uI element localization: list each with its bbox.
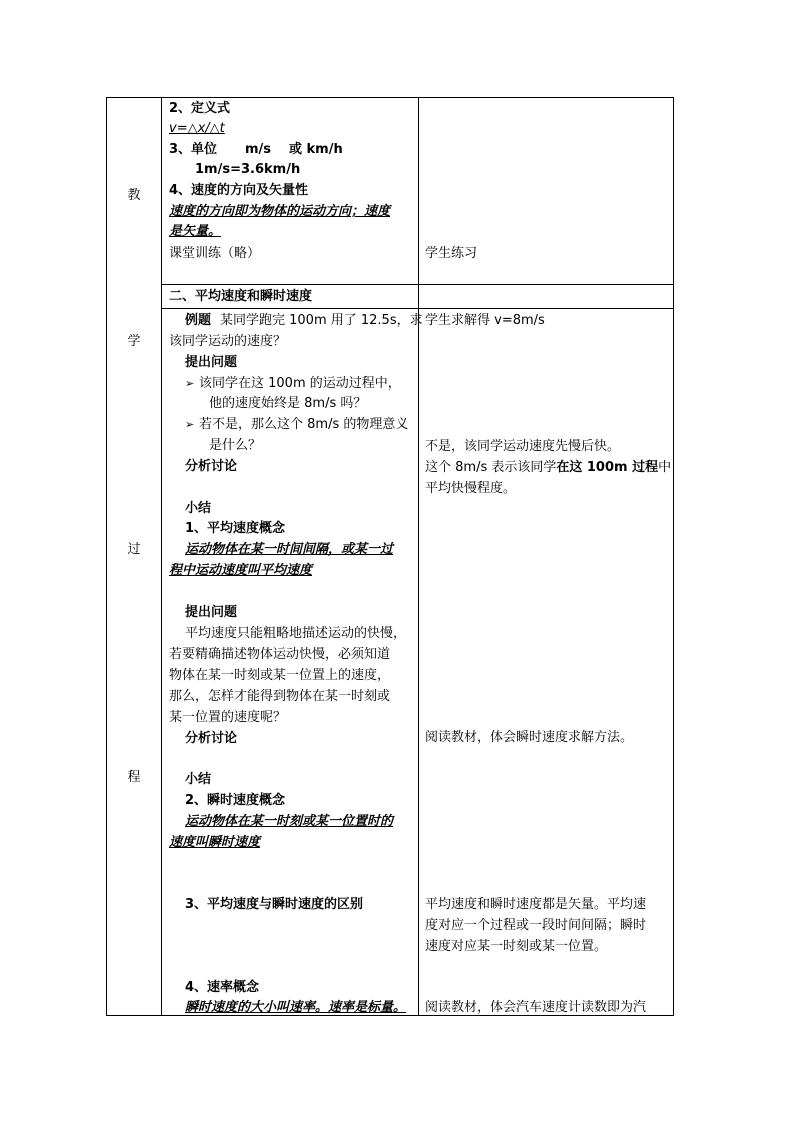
- student-solution: 学生求解得 v=8m/s: [425, 313, 545, 328]
- example-text: 该同学运动的速度？: [169, 334, 287, 349]
- analysis-discussion: 分析讨论: [185, 459, 238, 474]
- side-label-char: 教: [127, 188, 141, 203]
- answer-part: 中: [658, 460, 672, 475]
- direction-text: 是矢量。: [169, 224, 222, 239]
- summary-heading: 小结: [185, 501, 212, 516]
- paragraph-line: 若要精确描述物体运动快慢，必须知道: [169, 647, 391, 662]
- question-text: 该同学在这 100m 的运动过程中，: [199, 376, 401, 391]
- paragraph-line: 物体在某一时刻或某一位置上的速度，: [169, 668, 391, 683]
- example-text: 某同学跑完 100m 用了 12.5s，求: [220, 313, 423, 328]
- unit-conversion: 1m/s=3.6km/h: [195, 162, 301, 177]
- difference-note: 平均速度和瞬时速度都是矢量。平均速: [425, 897, 647, 912]
- formula: v=△x/△t: [169, 121, 225, 136]
- side-label-char: 程: [127, 770, 141, 785]
- bullet-arrow-icon: ➢: [185, 377, 195, 390]
- speed-heading: 4、速率概念: [185, 980, 260, 995]
- side-label-char: 学: [127, 334, 141, 349]
- question-text: 他的速度始终是 8m/s 吗？: [209, 396, 367, 411]
- direction-heading: 4、速度的方向及矢量性: [169, 183, 309, 198]
- avg-velocity-heading: 1、平均速度概念: [185, 521, 286, 536]
- section2-heading: 二、平均速度和瞬时速度: [169, 289, 313, 304]
- speed-definition: 瞬时速度的大小叫速率。速率是标量。: [185, 1000, 407, 1015]
- answer-emphasis: 在这 100m 过程: [556, 460, 659, 475]
- row-divider-1: [161, 284, 673, 285]
- bullet-arrow-icon: ➢: [185, 418, 195, 431]
- question-text: 是什么？: [209, 438, 262, 453]
- lesson-table: [106, 97, 674, 1016]
- side-label-char: 过: [127, 542, 141, 557]
- answer-line: 不是，该同学运动速度先慢后快。: [425, 439, 621, 454]
- example-label: 例题: [185, 313, 212, 328]
- definition-heading: 2、定义式: [169, 101, 231, 116]
- raise-question: 提出问题: [185, 605, 238, 620]
- analysis-discussion: 分析讨论: [185, 731, 238, 746]
- answer-line: 平均快慢程度。: [425, 481, 517, 496]
- reading-note: 阅读教材，体会瞬时速度求解方法。: [425, 730, 634, 745]
- question-text: 若不是，那么这个 8m/s 的物理意义: [199, 417, 409, 432]
- column-divider-left: [161, 98, 162, 1015]
- unit-ms: m/s: [245, 142, 272, 157]
- inst-velocity-definition: 速度叫瞬时速度: [169, 835, 261, 850]
- column-divider-right: [418, 98, 419, 1015]
- inst-velocity-definition: 运动物体在某一时刻或某一位置时的: [185, 814, 394, 829]
- difference-heading: 3、平均速度与瞬时速度的区别: [185, 897, 364, 912]
- raise-question: 提出问题: [185, 355, 238, 370]
- paragraph-line: 某一位置的速度呢？: [169, 710, 287, 725]
- inst-velocity-heading: 2、瞬时速度概念: [185, 793, 286, 808]
- student-practice: 学生练习: [425, 246, 478, 261]
- avg-velocity-definition: 程中运动速度叫平均速度: [169, 563, 313, 578]
- classroom-training: 课堂训练（略）: [169, 246, 261, 261]
- unit-or: 或 km/h: [289, 142, 343, 157]
- answer-line: [425, 458, 671, 478]
- paragraph-line: 平均速度只能粗略地描述运动的快慢，: [185, 626, 407, 641]
- reading-note: 阅读教材，体会汽车速度计读数即为汽: [425, 1000, 647, 1015]
- answer-part: 这个 8m/s 表示该同学: [425, 460, 557, 475]
- unit-heading: 3、单位: [169, 142, 218, 157]
- direction-text: 速度的方向即为物体的运动方向；速度: [169, 204, 391, 219]
- row-divider-2: [161, 308, 673, 309]
- difference-note: 速度对应某一时刻或某一位置。: [425, 939, 608, 954]
- avg-velocity-definition: 运动物体在某一时间间隔，或某一过: [185, 542, 394, 557]
- paragraph-line: 那么，怎样才能得到物体在某一时刻或: [169, 689, 391, 704]
- summary-heading: 小结: [185, 772, 212, 787]
- difference-note: 度对应一个过程或一段时间间隔；瞬时: [425, 918, 647, 933]
